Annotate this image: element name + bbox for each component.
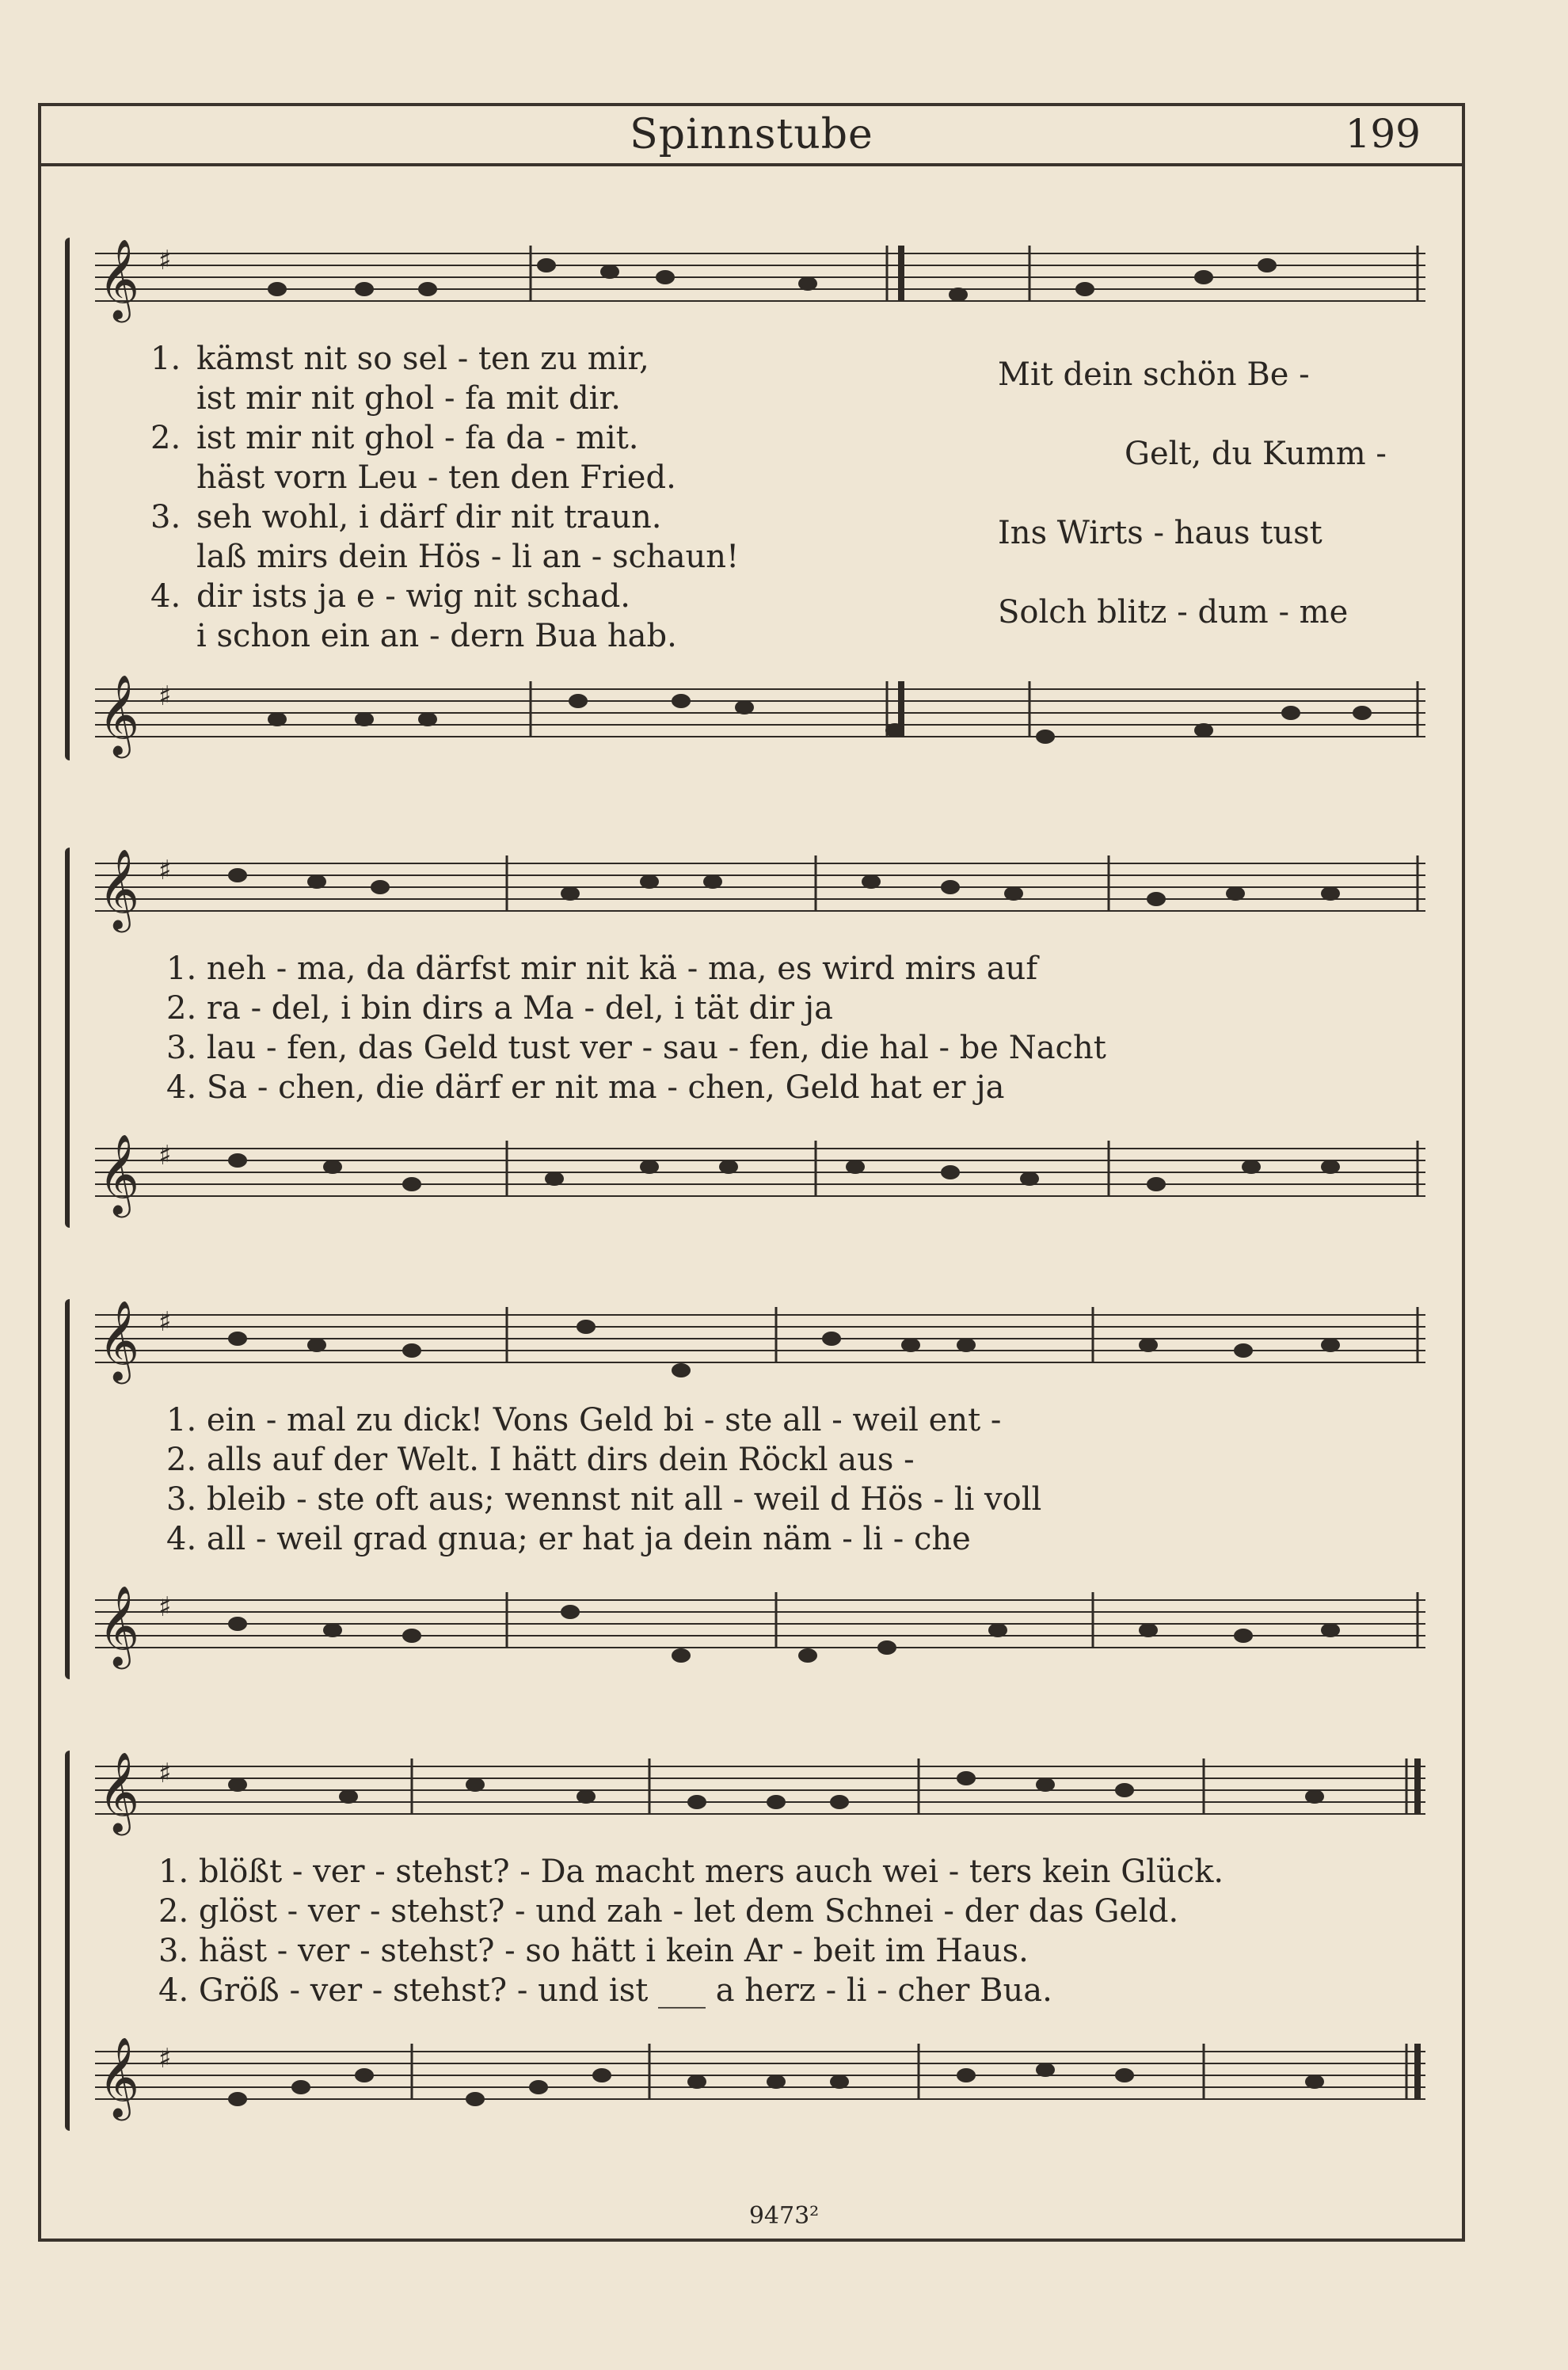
verse-2: 2. ist mir nit ghol - fa da - mit. xyxy=(150,420,639,456)
svg-text:𝄞: 𝄞 xyxy=(98,1751,140,1832)
page-header xyxy=(38,103,1465,166)
verse-3: 3. seh wohl, i därf dir nit traun. xyxy=(150,499,662,535)
system-brace xyxy=(65,848,70,1228)
verse-lyrics xyxy=(166,1402,1449,1560)
lyric-line-4: 4. Größ - ver - stehst? - und ist ___ a herz - li - cher Bua. xyxy=(158,1972,1052,2009)
lyric-line-1: 1. ein - mal zu dick! Vons Geld bi - ste all - weil ent - xyxy=(166,1402,1002,1438)
melody-staff xyxy=(95,848,1425,929)
refrain-line-1: Mit dein schön Be - xyxy=(998,356,1310,393)
plate-number: 9473² xyxy=(748,2202,820,2230)
page-number: 199 xyxy=(1345,111,1421,157)
svg-text:♯: ♯ xyxy=(158,680,172,712)
lyric-line-2: 2. ra - del, i bin dirs a Ma - del, i tät dir ja xyxy=(166,990,833,1027)
svg-text:♯: ♯ xyxy=(158,1306,172,1338)
melody-staff xyxy=(95,1299,1425,1381)
svg-text:𝄞: 𝄞 xyxy=(98,1133,140,1214)
svg-text:𝄞: 𝄞 xyxy=(98,238,140,319)
refrain-line-4: Solch blitz - dum - me xyxy=(998,594,1349,631)
verse-1: 1. kämst nit so sel - ten zu mir, xyxy=(150,341,649,377)
lyric-line-1: 1. blößt - ver - stehst? - Da macht mers auch wei - ters kein Glück. xyxy=(158,1854,1224,1890)
svg-text:♯: ♯ xyxy=(158,1591,172,1623)
accompaniment-staff xyxy=(95,2036,1425,2117)
system-brace xyxy=(65,1751,70,2131)
lyric-line-3: 3. häst - ver - stehst? - so hätt i kein Ar - beit im Haus. xyxy=(158,1933,1029,1969)
accompaniment-staff xyxy=(95,673,1425,755)
svg-text:♯: ♯ xyxy=(158,245,172,276)
lyric-line-1: 1. neh - ma, da därfst mir nit kä - ma, es wird mirs auf xyxy=(166,951,1038,987)
refrain-line-3: Ins Wirts - haus tust xyxy=(998,515,1323,551)
lyric-line-3: 3. lau - fen, das Geld tust ver - sau - fen, die hal - be Nacht xyxy=(166,1030,1106,1066)
accompaniment-staff xyxy=(95,1584,1425,1666)
svg-text:♯: ♯ xyxy=(158,2043,172,2075)
system-brace xyxy=(65,238,70,760)
music-system-2 xyxy=(79,824,1425,1267)
svg-text:𝄞: 𝄞 xyxy=(98,848,140,929)
svg-text:𝄞: 𝄞 xyxy=(98,2036,140,2117)
svg-text:𝄞: 𝄞 xyxy=(98,673,140,755)
lyric-line-2: 2. glöst - ver - stehst? - und zah - let dem Schnei - der das Geld. xyxy=(158,1893,1179,1930)
verse-lyrics: 1. kämst nit so sel - ten zu mir, ist mir nit ghol - fa mit dir. 2. ist mir nit ghol - fa da - mit. häst vorn Leu - ten den Fried. 3. seh wohl, i därf dir nit traun. laß mirs dein Hös - li an - schaun! 4. dir ists ja e - wig nit schad. i schon ein an - dern Bua hab. xyxy=(150,341,990,657)
verse-lyrics xyxy=(158,1854,1441,2012)
system-brace xyxy=(65,1299,70,1679)
melody-staff xyxy=(95,238,1425,319)
page-title: Spinnstube xyxy=(630,111,873,158)
svg-text:♯: ♯ xyxy=(158,855,172,886)
svg-text:𝄞: 𝄞 xyxy=(98,1584,140,1666)
melody-staff xyxy=(95,1751,1425,1832)
music-system-1 xyxy=(79,206,1425,808)
lyric-line-3: 3. bleib - ste oft aus; wennst nit all - weil d Hös - li voll xyxy=(166,1481,1042,1518)
lyric-line-2: 2. alls auf der Welt. I hätt dirs dein Röckl aus - xyxy=(166,1442,915,1478)
svg-text:♯: ♯ xyxy=(158,1758,172,1789)
accompaniment-staff xyxy=(95,1133,1425,1214)
refrain-line-2: Gelt, du Kumm - xyxy=(1125,436,1387,472)
verse-4: 4. dir ists ja e - wig nit schad. xyxy=(150,578,631,615)
svg-text:♯: ♯ xyxy=(158,1140,172,1172)
lyric-line-4: 4. Sa - chen, die därf er nit ma - chen, Geld hat er ja xyxy=(166,1069,1005,1106)
svg-text:𝄞: 𝄞 xyxy=(98,1299,140,1381)
music-system-3 xyxy=(79,1275,1425,1735)
music-system-4 xyxy=(79,1727,1425,2202)
lyric-line-4: 4. all - weil grad gnua; er hat ja dein näm - li - che xyxy=(166,1521,971,1557)
verse-lyrics xyxy=(166,951,1449,1109)
